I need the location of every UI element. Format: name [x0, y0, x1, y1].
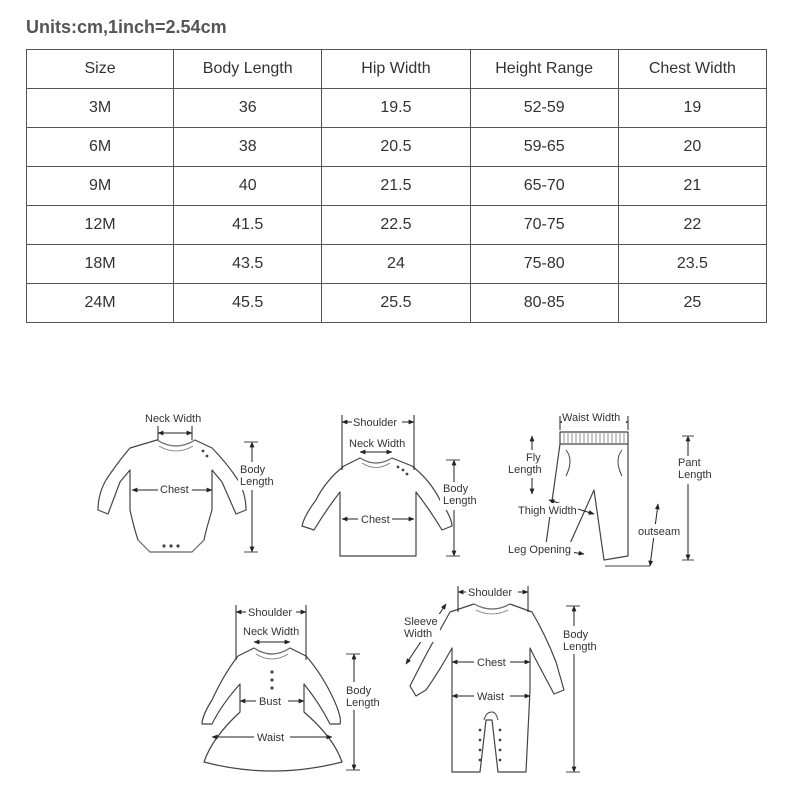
- cell-hip-width: 20.5: [322, 128, 470, 167]
- label-chest: Chest: [160, 484, 189, 496]
- cell-height-range: 52-59: [470, 89, 618, 128]
- label-length: Length: [443, 495, 477, 507]
- label-outseam: outseam: [638, 526, 681, 538]
- cell-chest-width: 19: [618, 89, 766, 128]
- label-shoulder: Shoulder: [468, 587, 513, 599]
- cell-chest-width: 20: [618, 128, 766, 167]
- cell-body-length: 43.5: [174, 245, 322, 284]
- label-body: Body: [563, 629, 589, 641]
- label-waist-width: Waist Width: [562, 412, 621, 424]
- dress-illustration: [202, 605, 384, 771]
- label-thigh-width: Thigh Width: [518, 505, 577, 517]
- cell-height-range: 65-70: [470, 167, 618, 206]
- cell-height-range: 59-65: [470, 128, 618, 167]
- label-body: Body: [240, 464, 266, 476]
- cell-hip-width: 19.5: [322, 89, 470, 128]
- label-fly-length: Length: [508, 464, 542, 476]
- label-neck-width: Neck Width: [145, 413, 202, 425]
- header-hip-width: Hip Width: [322, 50, 470, 89]
- cell-body-length: 40: [174, 167, 322, 206]
- label-waist: Waist: [257, 732, 285, 744]
- romper-illustration: [402, 585, 604, 772]
- label-shoulder: Shoulder: [248, 607, 293, 619]
- cell-chest-width: 21: [618, 167, 766, 206]
- label-bust: Bust: [259, 696, 282, 708]
- label-fly: Fly: [526, 452, 541, 464]
- sweater-illustration: [302, 415, 480, 556]
- cell-chest-width: 25: [618, 284, 766, 323]
- label-waist: Waist: [477, 691, 505, 703]
- cell-hip-width: 22.5: [322, 206, 470, 245]
- label-length: Length: [240, 476, 274, 488]
- cell-size: 24M: [27, 284, 174, 323]
- header-size: Size: [27, 50, 174, 89]
- cell-size: 9M: [27, 167, 174, 206]
- header-body-length: Body Length: [174, 50, 322, 89]
- cell-size: 3M: [27, 89, 174, 128]
- label-length: Length: [346, 697, 380, 709]
- cell-hip-width: 21.5: [322, 167, 470, 206]
- label-shoulder: Shoulder: [353, 417, 398, 429]
- cell-size: 6M: [27, 128, 174, 167]
- cell-body-length: 45.5: [174, 284, 322, 323]
- cell-height-range: 80-85: [470, 284, 618, 323]
- cell-body-length: 36: [174, 89, 322, 128]
- cell-height-range: 75-80: [470, 245, 618, 284]
- cell-chest-width: 23.5: [618, 245, 766, 284]
- label-body: Body: [346, 685, 372, 697]
- units-note: Units:cm,1inch=2.54cm: [26, 17, 227, 37]
- label-chest: Chest: [361, 514, 390, 526]
- cell-size: 12M: [27, 206, 174, 245]
- cell-hip-width: 25.5: [322, 284, 470, 323]
- label-neck-width: Neck Width: [243, 626, 300, 638]
- label-sleeve-width: Width: [404, 628, 433, 640]
- bodysuit-illustration: [98, 413, 278, 552]
- cell-hip-width: 24: [322, 245, 470, 284]
- label-pant: Pant: [678, 457, 701, 469]
- cell-body-length: 38: [174, 128, 322, 167]
- cell-height-range: 70-75: [470, 206, 618, 245]
- label-sleeve: Sleeve: [404, 616, 438, 628]
- pants-illustration: [506, 412, 716, 566]
- header-height-range: Height Range: [470, 50, 618, 89]
- label-neck-width: Neck Width: [349, 438, 406, 450]
- label-length: Length: [563, 641, 597, 653]
- label-chest: Chest: [477, 657, 506, 669]
- cell-size: 18M: [27, 245, 174, 284]
- cell-chest-width: 22: [618, 206, 766, 245]
- cell-body-length: 41.5: [174, 206, 322, 245]
- label-pant-length: Length: [678, 469, 712, 481]
- header-chest-width: Chest Width: [618, 50, 766, 89]
- label-leg-opening: Leg Opening: [508, 544, 571, 556]
- label-body: Body: [443, 483, 469, 495]
